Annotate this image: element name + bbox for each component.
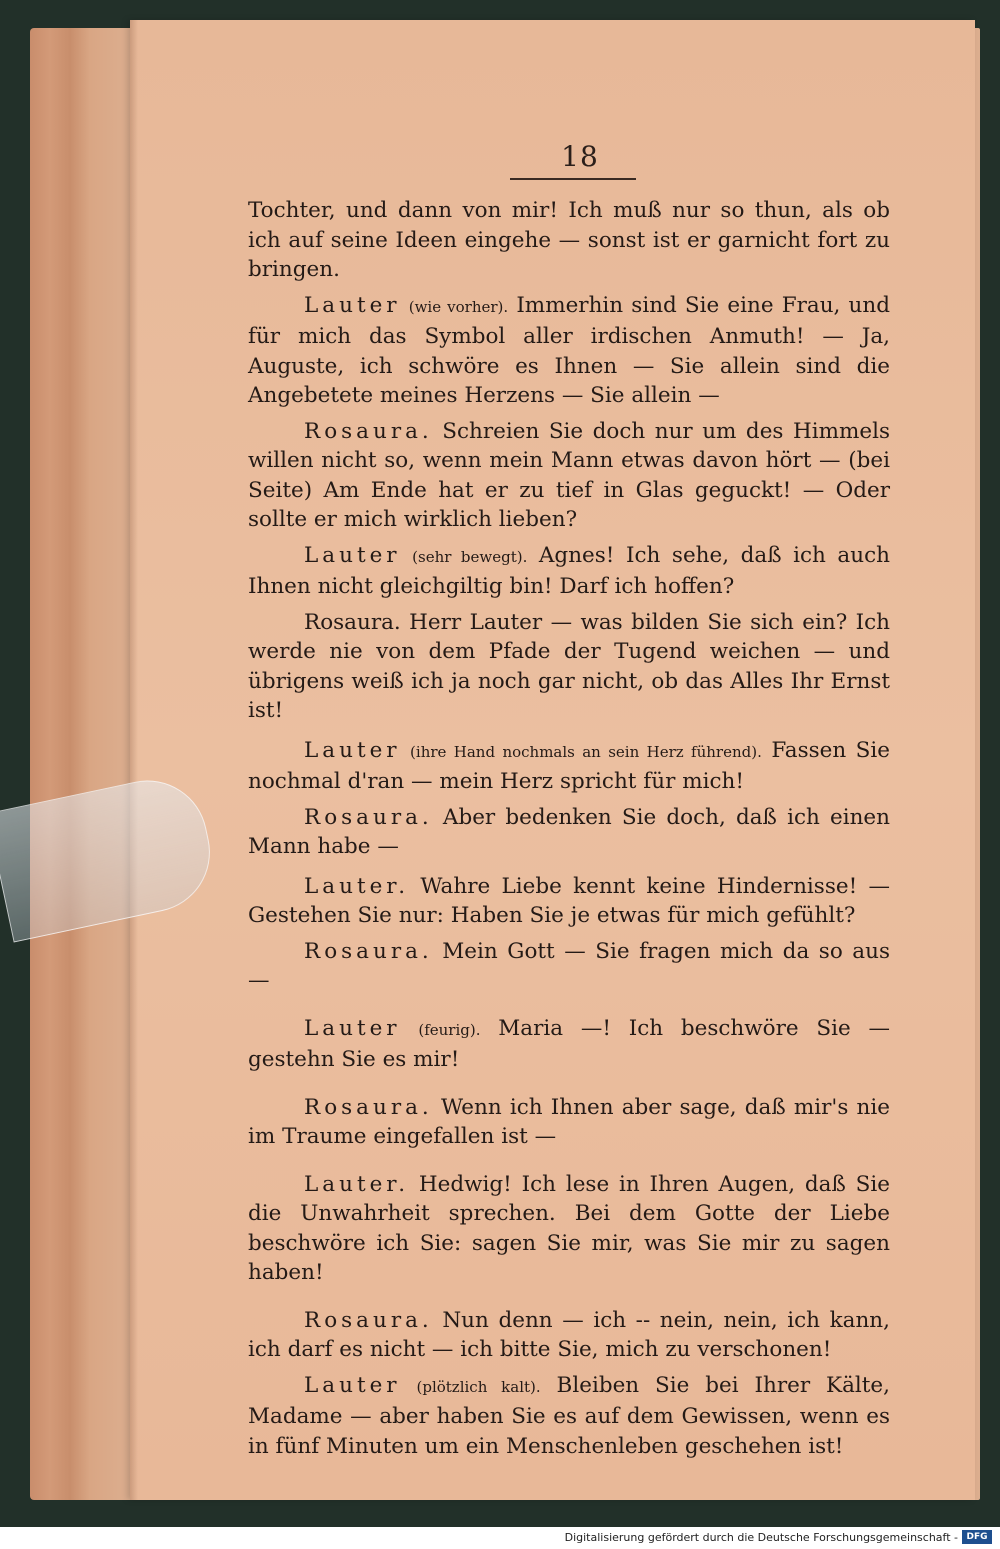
speaker-name: Rosaura. (304, 938, 433, 964)
dialogue-paragraph (248, 937, 890, 996)
speaker-name: Lauter (304, 1015, 401, 1041)
dialogue-paragraph (248, 803, 890, 862)
dialogue-paragraph (248, 1093, 890, 1152)
paragraph-text: Fassen Sie nochmal d'ran — mein Herz spricht für mich! (248, 737, 891, 794)
paragraph-text: Wahre Liebe kennt keine Hindernisse! — Gestehen Sie nur: Haben Sie je etwas für mich gefühlt? (248, 873, 890, 928)
stage-direction: (feurig). (418, 1020, 481, 1039)
dialogue-paragraph (248, 541, 890, 602)
dialogue-paragraph (248, 1371, 890, 1462)
speaker-name: Rosaura. (304, 1307, 433, 1333)
paragraph-text: Mein Gott — Sie fragen mich da so aus — (248, 938, 890, 993)
speaker-name: Rosaura. (304, 804, 433, 830)
paragraph-text: Schreien Sie doch nur um des Himmels willen nicht so, wenn mein Mann etwas davon hört — (bei Seite) Am Ende hat er zu tief in Glas geguckt! — Oder sollte er mich wirklich lieben? (248, 418, 890, 532)
stage-direction: (wie vorher). (408, 297, 509, 316)
stage-direction: (ihre Hand nochmals an sein Herz führend). (410, 742, 762, 761)
speaker-name: Lauter (304, 737, 401, 763)
paragraph-continuation (248, 196, 890, 285)
header-rule (510, 178, 636, 180)
dialogue-paragraph (248, 1170, 890, 1288)
paragraph-text: Immerhin sind Sie eine Frau, und für mich das Symbol aller irdischen Anmuth! — Ja, Auguste, ich schwöre es Ihnen — Sie allein sind die Angebetete meines Herzens — Sie allein — (248, 292, 890, 408)
paragraph-text: Tochter, und dann von mir! Ich muß nur so thun, als ob ich auf seine Ideen eingehe — sonst ist er garnicht fort zu bringen. (248, 198, 890, 282)
dialogue-paragraph (248, 417, 890, 535)
speaker-name: Rosaura. (304, 418, 433, 444)
paragraph-text: Aber bedenken Sie doch, daß ich einen Mann habe — (248, 804, 890, 859)
dialogue-paragraph (248, 736, 890, 797)
speaker-name: Rosaura. (304, 609, 401, 635)
speaker-name: Lauter (304, 292, 401, 318)
stage-direction: (plötzlich kalt). (416, 1377, 541, 1396)
speaker-name: Rosaura. (304, 1094, 433, 1120)
dfg-logo: DFG (962, 1530, 992, 1544)
dialogue-paragraph (248, 291, 890, 411)
paragraph-text: Herr Lauter — was bilden Sie sich ein? Ich werde nie von dem Pfade der Tugend weichen — und übrigens weiß ich ja noch gar nicht, ob das Alles Ihr Ernst ist! (248, 609, 891, 723)
page-number: 18 (561, 140, 599, 173)
speaker-name: Lauter. (304, 1171, 410, 1197)
dialogue-paragraph (248, 1014, 890, 1075)
digitization-credit: Digitalisierung gefördert durch die Deutsche Forschungsgemeinschaft - (564, 1531, 958, 1544)
speaker-name: Lauter. (304, 873, 410, 899)
stage-direction: (sehr bewegt). (412, 547, 528, 566)
paragraph-text: Bleiben Sie bei Ihrer Kälte, Madame — aber haben Sie es auf dem Gewissen, wenn es in fünf Minuten um ein Menschenleben geschehen ist! (248, 1372, 890, 1459)
paragraph-text: Nun denn — ich -- nein, nein, ich kann, ich darf es nicht — ich bitte Sie, mich zu verschonen! (248, 1307, 890, 1362)
dialogue-paragraph (248, 608, 890, 726)
play-text (248, 196, 890, 1461)
paragraph-text: Hedwig! Ich lese in Ihren Augen, daß Sie die Unwahrheit sprechen. Bei dem Gotte der Liebe beschwöre ich Sie: sagen Sie mir, was Sie mir zu sagen haben! (248, 1171, 890, 1285)
speaker-name: Lauter (304, 1372, 401, 1398)
paragraph-text: Agnes! Ich sehe, daß ich auch Ihnen nicht gleichgiltig bin! Darf ich hoffen? (248, 542, 890, 599)
dialogue-paragraph (248, 872, 890, 931)
speaker-name: Lauter (304, 542, 401, 568)
paragraph-text: Maria —! Ich beschwöre Sie — gestehn Sie es mir! (248, 1015, 890, 1072)
dialogue-paragraph (248, 1306, 890, 1365)
page-gutter (130, 20, 138, 1500)
paragraph-text: Wenn ich Ihnen aber sage, daß mir's nie im Traume eingefallen ist — (248, 1094, 890, 1149)
